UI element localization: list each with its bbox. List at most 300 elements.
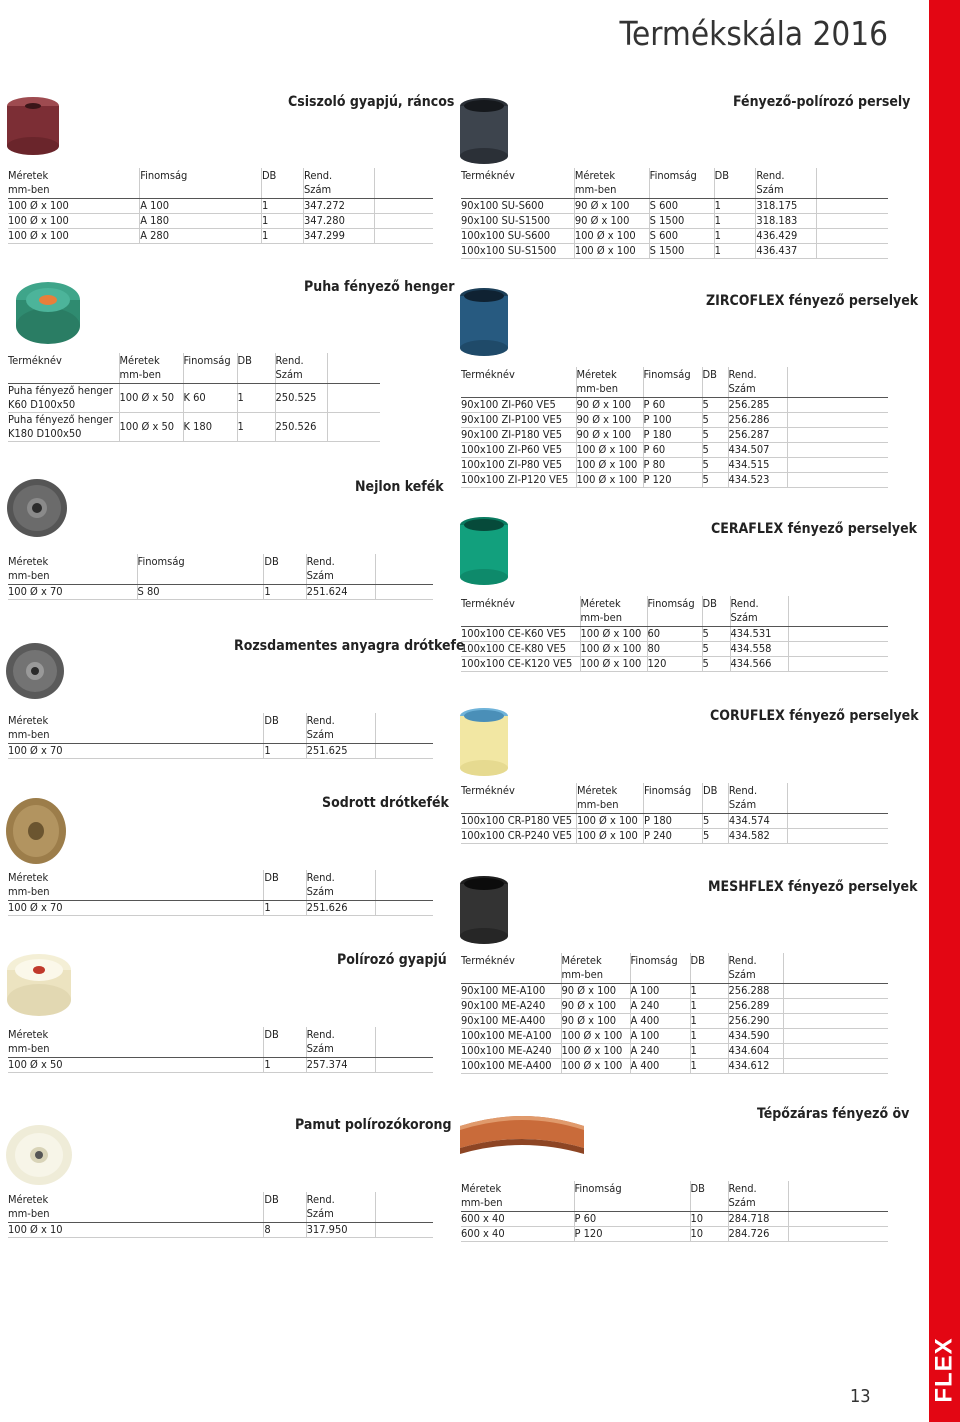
table-cell: 100 Ø x 100 [561, 1044, 630, 1059]
table-row [8, 214, 433, 229]
table-cell: P 120 [574, 1227, 690, 1242]
table-cell: 1 [264, 1058, 306, 1073]
table-cell: 100x100 CE-K80 VE5 [461, 642, 580, 657]
table-cell: S 600 [649, 199, 714, 214]
table-cell: 1 [261, 214, 303, 229]
section-title-rozsdamentes: Rozsdamentes anyagra drótkefe [234, 638, 465, 654]
blank-cell [783, 1044, 888, 1059]
table-cell: 434.574 [728, 814, 787, 829]
column-header: Finomság [574, 1181, 690, 1212]
table-cell: 5 [702, 627, 730, 642]
table-cell: 100x100 SU-S1500 [461, 244, 574, 259]
table-cell: 5 [702, 814, 728, 829]
table-cell: 436.429 [756, 229, 817, 244]
table-cell: Puha fényező henger K60 D100x50 [8, 384, 119, 413]
column-header: DB [702, 367, 728, 398]
column-header: DB [690, 953, 728, 984]
puha-henger-image [12, 278, 84, 348]
section-title-polirozo: Polírozó gyapjú [337, 952, 447, 968]
table-cell: 318.175 [756, 199, 817, 214]
table-row [461, 999, 888, 1014]
table-cell: P 80 [643, 458, 702, 473]
section-title-ceraflex: CERAFLEX fényező perselyek [711, 521, 918, 537]
table-cell: K 180 [183, 413, 237, 442]
column-header: Finomság [140, 168, 262, 199]
blank-cell [374, 214, 433, 229]
table-cell: P 120 [643, 473, 702, 488]
table-cell: 317.950 [306, 1223, 375, 1238]
table-cell: 434.523 [728, 473, 787, 488]
blank-cell [787, 443, 888, 458]
nejlon-kefe-image [4, 476, 70, 540]
table-cell: 600 x 40 [461, 1227, 574, 1242]
section-title-tepozaras: Tépőzáras fényező öv [757, 1106, 910, 1122]
table-cell: 1 [690, 1029, 728, 1044]
table-cell: 1 [690, 1059, 728, 1074]
section-title-puha: Puha fényező henger [304, 279, 455, 295]
column-header: Méretek mm-ben [574, 168, 649, 199]
column-header: DB [237, 353, 275, 384]
blank-cell [375, 585, 433, 600]
table-cell: A 280 [140, 229, 262, 244]
table-cell: 90x100 ZI-P60 VE5 [461, 398, 576, 413]
pamut-korong-image [4, 1120, 74, 1190]
column-header: Rend. Szám [756, 168, 817, 199]
blank-cell [788, 1212, 888, 1227]
table-row [461, 1059, 888, 1074]
table-csiszolo [8, 168, 433, 244]
table-row [461, 398, 888, 413]
table-cell: 100 Ø x 100 [577, 814, 644, 829]
table-cell: 100 Ø x 100 [8, 199, 140, 214]
table-cell: A 400 [630, 1014, 690, 1029]
table-cell: 251.625 [306, 744, 375, 759]
blank-cell [787, 829, 888, 844]
table-cell: 5 [702, 413, 728, 428]
column-header: DB [264, 1192, 306, 1223]
table-row [8, 901, 433, 916]
page-title: Termékskála 2016 [619, 14, 888, 53]
table-cell: 100x100 CE-K120 VE5 [461, 657, 580, 672]
blank-cell [327, 384, 380, 413]
blank-cell [787, 458, 888, 473]
table-cell: 250.525 [275, 384, 327, 413]
flex-logo-text: FLEX [930, 1337, 958, 1403]
table-cell: 100x100 ME-A100 [461, 1029, 561, 1044]
column-header: DB [261, 168, 303, 199]
table-cell: 256.290 [728, 1014, 783, 1029]
table-cell: 251.624 [306, 585, 375, 600]
table-cell: 1 [690, 984, 728, 999]
table-cell: 90 Ø x 100 [561, 999, 630, 1014]
blank-cell [783, 1029, 888, 1044]
blank-cell [787, 428, 888, 443]
column-header: Méretek mm-ben [8, 168, 140, 199]
table-cell: P 60 [574, 1212, 690, 1227]
csiszolo-gyapju-image [4, 94, 62, 156]
blank-column [788, 1181, 888, 1212]
blank-column [375, 870, 433, 901]
column-header: Méretek mm-ben [119, 353, 183, 384]
table-row [461, 1044, 888, 1059]
section-title-csiszolo: Csiszoló gyapjú, ráncos [288, 94, 455, 110]
table-cell: 100 Ø x 100 [561, 1059, 630, 1074]
table-cell: P 60 [643, 443, 702, 458]
table-fenyezo [461, 168, 888, 259]
table-cell: 90x100 ME-A400 [461, 1014, 561, 1029]
fenyezo-persely-image [456, 96, 512, 168]
table-pamut [8, 1192, 433, 1238]
table-cell: 5 [702, 642, 730, 657]
meshflex-image [456, 874, 512, 948]
table-cell: 257.374 [306, 1058, 375, 1073]
table-cell: 90 Ø x 100 [561, 1014, 630, 1029]
table-sodrott [8, 870, 433, 916]
blank-cell [787, 413, 888, 428]
table-cell: 100 Ø x 50 [8, 1058, 264, 1073]
table-cell: 100x100 ME-A240 [461, 1044, 561, 1059]
table-cell: 434.515 [728, 458, 787, 473]
blank-cell [783, 984, 888, 999]
table-row [461, 443, 888, 458]
table-meshflex [461, 953, 888, 1074]
table-polirozo [8, 1027, 433, 1073]
table-cell: 90x100 ME-A240 [461, 999, 561, 1014]
table-cell: 10 [690, 1227, 728, 1242]
table-cell: 1 [714, 199, 756, 214]
table-cell: 100 Ø x 50 [119, 413, 183, 442]
table-cell: 100 Ø x 100 [576, 458, 643, 473]
table-cell: 90 Ø x 100 [574, 199, 649, 214]
column-header: Rend. Szám [728, 953, 783, 984]
table-cell: 10 [690, 1212, 728, 1227]
blank-cell [788, 642, 888, 657]
table-row [461, 244, 888, 259]
table-cell: A 100 [630, 1029, 690, 1044]
blank-column [374, 168, 433, 199]
column-header: Méretek mm-ben [8, 870, 264, 901]
column-header: Terméknév [8, 353, 119, 384]
table-cell: 60 [647, 627, 702, 642]
ceraflex-image [456, 515, 512, 589]
table-cell: 1 [264, 744, 306, 759]
table-cell: 100 Ø x 100 [8, 214, 140, 229]
table-cell: S 1500 [649, 214, 714, 229]
column-header: DB [264, 1027, 306, 1058]
column-header: Finomság [183, 353, 237, 384]
flex-logo [929, 1337, 960, 1403]
table-row [461, 1227, 888, 1242]
table-rozsdamentes [8, 713, 433, 759]
table-cell: 100x100 CR-P240 VE5 [461, 829, 577, 844]
column-header: Finomság [643, 783, 702, 814]
column-header: Terméknév [461, 596, 580, 627]
table-row [461, 1212, 888, 1227]
table-cell: 347.280 [303, 214, 374, 229]
table-cell: 90 Ø x 100 [576, 413, 643, 428]
blank-cell [327, 413, 380, 442]
column-header: Méretek mm-ben [461, 1181, 574, 1212]
blank-cell [783, 999, 888, 1014]
column-header: Rend. Szám [306, 870, 375, 901]
table-cell: 434.604 [728, 1044, 783, 1059]
table-row [461, 1029, 888, 1044]
table-cell: 100x100 ZI-P60 VE5 [461, 443, 576, 458]
table-row [461, 814, 888, 829]
table-cell: 1 [714, 229, 756, 244]
blank-column [783, 953, 888, 984]
table-row [8, 413, 380, 442]
table-cell: 8 [264, 1223, 306, 1238]
table-cell: S 80 [137, 585, 264, 600]
blank-cell [375, 901, 433, 916]
column-header: DB [714, 168, 756, 199]
table-row [461, 627, 888, 642]
table-row [461, 829, 888, 844]
column-header: Rend. Szám [728, 1181, 788, 1212]
table-row [8, 1058, 433, 1073]
column-header: Finomság [137, 554, 264, 585]
table-cell: 1 [237, 384, 275, 413]
table-cell: 100 Ø x 100 [580, 642, 647, 657]
column-header: DB [264, 870, 306, 901]
rozsdamentes-kefe-image [4, 640, 66, 702]
table-cell: 100x100 CE-K60 VE5 [461, 627, 580, 642]
table-cell: 100 Ø x 70 [8, 901, 264, 916]
table-cell: 90x100 ZI-P100 VE5 [461, 413, 576, 428]
table-cell: P 240 [643, 829, 702, 844]
blank-cell [787, 398, 888, 413]
brand-side-bar [929, 0, 960, 1422]
table-cell: 434.531 [730, 627, 788, 642]
table-cell: S 1500 [649, 244, 714, 259]
column-header: Finomság [649, 168, 714, 199]
column-header: Rend. Szám [303, 168, 374, 199]
table-cell: 100 Ø x 100 [577, 829, 644, 844]
section-title-nejlon: Nejlon kefék [355, 479, 444, 495]
table-row [461, 657, 888, 672]
table-cell: 1 [714, 214, 756, 229]
blank-cell [374, 229, 433, 244]
blank-column [375, 713, 433, 744]
tepozaras-ov-image [456, 1108, 588, 1168]
table-ceraflex [461, 596, 888, 672]
table-cell: 100 Ø x 100 [576, 473, 643, 488]
blank-cell [816, 214, 888, 229]
table-zircoflex [461, 367, 888, 488]
table-cell: 256.288 [728, 984, 783, 999]
table-row [8, 744, 433, 759]
table-row [461, 229, 888, 244]
table-cell: 100 Ø x 100 [580, 627, 647, 642]
table-cell: 250.526 [275, 413, 327, 442]
table-cell: 90 Ø x 100 [561, 984, 630, 999]
table-row [8, 199, 433, 214]
table-cell: 100 Ø x 100 [574, 244, 649, 259]
table-cell: 5 [702, 657, 730, 672]
table-cell: 434.507 [728, 443, 787, 458]
table-cell: 436.437 [756, 244, 817, 259]
section-title-coruflex: CORUFLEX fényező perselyek [710, 708, 919, 724]
table-cell: Puha fényező henger K180 D100x50 [8, 413, 119, 442]
section-title-meshflex: MESHFLEX fényező perselyek [708, 879, 918, 895]
table-cell: 80 [647, 642, 702, 657]
blank-cell [374, 199, 433, 214]
table-row [461, 473, 888, 488]
column-header: Rend. Szám [306, 1192, 375, 1223]
table-cell: 318.183 [756, 214, 817, 229]
table-cell: P 180 [643, 814, 702, 829]
column-header: DB [702, 783, 728, 814]
table-cell: 1 [690, 1044, 728, 1059]
table-cell: 100x100 ZI-P80 VE5 [461, 458, 576, 473]
table-cell: 434.558 [730, 642, 788, 657]
column-header: Méretek mm-ben [576, 367, 643, 398]
table-cell: 256.289 [728, 999, 783, 1014]
zircoflex-image [456, 286, 512, 360]
table-cell: 434.582 [728, 829, 787, 844]
table-cell: 90x100 SU-S600 [461, 199, 574, 214]
table-cell: 120 [647, 657, 702, 672]
table-cell: 100 Ø x 100 [561, 1029, 630, 1044]
blank-cell [783, 1059, 888, 1074]
table-cell: 100 Ø x 70 [8, 585, 137, 600]
column-header: Rend. Szám [306, 554, 375, 585]
section-title-zircoflex: ZIRCOFLEX fényező perselyek [706, 293, 919, 309]
column-header: Rend. Szám [306, 713, 375, 744]
table-cell: 100x100 ZI-P120 VE5 [461, 473, 576, 488]
column-header: Finomság [630, 953, 690, 984]
blank-cell [816, 244, 888, 259]
column-header: Rend. Szám [306, 1027, 375, 1058]
table-cell: 100 Ø x 100 [576, 443, 643, 458]
column-header: Méretek mm-ben [8, 1192, 264, 1223]
table-cell: 90x100 ZI-P180 VE5 [461, 428, 576, 443]
table-cell: 5 [702, 829, 728, 844]
table-cell: 347.299 [303, 229, 374, 244]
table-row [8, 1223, 433, 1238]
table-row [8, 384, 380, 413]
table-coruflex [461, 783, 888, 844]
column-header: Rend. Szám [728, 367, 787, 398]
table-cell: 100x100 SU-S600 [461, 229, 574, 244]
table-cell: A 180 [140, 214, 262, 229]
column-header: Méretek mm-ben [8, 713, 264, 744]
table-row [8, 585, 433, 600]
table-row [461, 1014, 888, 1029]
blank-column [788, 596, 888, 627]
table-cell: P 100 [643, 413, 702, 428]
column-header: Méretek mm-ben [580, 596, 647, 627]
table-cell: 1 [690, 1014, 728, 1029]
table-cell: 100x100 ME-A400 [461, 1059, 561, 1074]
column-header: Terméknév [461, 367, 576, 398]
column-header: Finomság [643, 367, 702, 398]
column-header: Terméknév [461, 168, 574, 199]
table-cell: 347.272 [303, 199, 374, 214]
table-tepozaras [461, 1181, 888, 1242]
page-number: 13 [850, 1386, 871, 1407]
blank-cell [783, 1014, 888, 1029]
table-cell: 100 Ø x 100 [580, 657, 647, 672]
table-cell: 600 x 40 [461, 1212, 574, 1227]
table-cell: A 100 [630, 984, 690, 999]
table-cell: 5 [702, 428, 728, 443]
blank-cell [788, 627, 888, 642]
table-cell: 5 [702, 458, 728, 473]
table-row [461, 458, 888, 473]
table-nejlon [8, 554, 433, 600]
blank-column [787, 367, 888, 398]
column-header: Terméknév [461, 953, 561, 984]
table-cell: 5 [702, 443, 728, 458]
table-cell: 90 Ø x 100 [576, 428, 643, 443]
column-header: DB [264, 554, 306, 585]
blank-cell [375, 744, 433, 759]
table-cell: 1 [690, 999, 728, 1014]
blank-cell [375, 1223, 433, 1238]
table-cell: 100x100 CR-P180 VE5 [461, 814, 577, 829]
blank-cell [375, 1058, 433, 1073]
table-cell: 256.286 [728, 413, 787, 428]
table-cell: K 60 [183, 384, 237, 413]
sodrott-kefe-image [4, 796, 68, 866]
table-cell: 1 [237, 413, 275, 442]
column-header: Rend. Szám [730, 596, 788, 627]
column-header: Finomság [647, 596, 702, 627]
blank-cell [816, 199, 888, 214]
table-cell: 100 Ø x 100 [574, 229, 649, 244]
polirozo-gyapju-image [4, 952, 74, 1020]
coruflex-image [456, 706, 512, 780]
table-cell: P 180 [643, 428, 702, 443]
section-title-sodrott: Sodrott drótkefék [322, 795, 449, 811]
table-cell: 434.590 [728, 1029, 783, 1044]
column-header: Méretek mm-ben [577, 783, 644, 814]
table-puha [8, 353, 380, 442]
table-cell: 100 Ø x 10 [8, 1223, 264, 1238]
table-cell: 90 Ø x 100 [576, 398, 643, 413]
table-cell: S 600 [649, 229, 714, 244]
table-cell: 256.287 [728, 428, 787, 443]
blank-column [816, 168, 888, 199]
table-cell: 256.285 [728, 398, 787, 413]
table-cell: 1 [264, 585, 306, 600]
section-title-pamut: Pamut polírozókorong [295, 1117, 452, 1133]
table-row [461, 642, 888, 657]
table-row [461, 984, 888, 999]
table-cell: 1 [261, 199, 303, 214]
table-cell: P 60 [643, 398, 702, 413]
column-header: Méretek mm-ben [8, 554, 137, 585]
blank-cell [787, 473, 888, 488]
blank-cell [816, 229, 888, 244]
blank-cell [787, 814, 888, 829]
table-cell: 284.726 [728, 1227, 788, 1242]
column-header: Rend. Szám [728, 783, 787, 814]
table-row [461, 428, 888, 443]
column-header: DB [702, 596, 730, 627]
table-cell: A 240 [630, 1044, 690, 1059]
blank-column [375, 1192, 433, 1223]
table-cell: 90x100 ME-A100 [461, 984, 561, 999]
blank-column [787, 783, 888, 814]
table-row [461, 413, 888, 428]
table-cell: 100 Ø x 70 [8, 744, 264, 759]
table-cell: A 400 [630, 1059, 690, 1074]
table-cell: 434.612 [728, 1059, 783, 1074]
table-cell: 1 [264, 901, 306, 916]
